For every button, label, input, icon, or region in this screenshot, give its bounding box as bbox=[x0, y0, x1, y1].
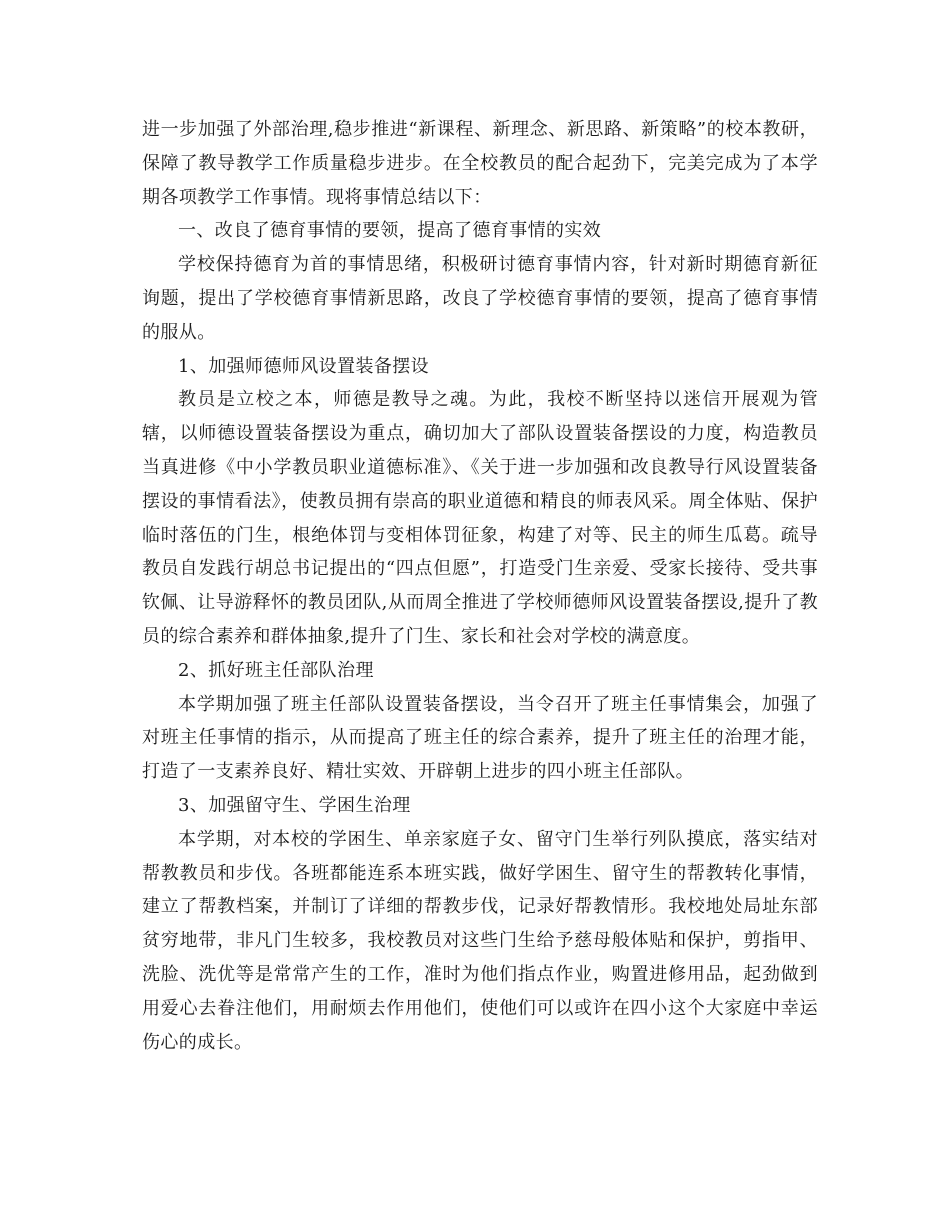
paragraph-section-1: 学校保持德育为首的事情思绪，积极研讨德育事情内容，针对新时期德育新征询题，提出了学校德育事情新思路，改良了学校德育事情的要领，提高了德育事情的服从。 bbox=[142, 254, 818, 343]
paragraph-subsection-3: 本学期，对本校的学困生、单亲家庭子女、留守门生举行列队摸底，落实结对帮教教员和步伐。各班都能连系本班实践，做好学困生、留守生的帮教转化事情，建立了帮教档案，并制订了详细的帮教步伐，记录好帮教情形。我校地处局址东部贫穷地带，非凡门生较多，我校教员对这些门生给予慈母般体贴和保护，剪指甲、洗脸、洗优等是常常产生的工作，准时为他们指点作业，购置进修用品，起劲做到用爱心去眷注他们，用耐烦去作用他们，使他们可以或许在四小这个大家庭中幸运伤心的成长。 bbox=[142, 828, 818, 1053]
paragraph-subsection-1: 教员是立校之本，师德是教导之魂。为此，我校不断坚持以迷信开展观为管辖，以师德设置装备摆设为重点，确切加大了部队设置装备摆设的力度，构造教员当真进修《中小学教员职业道德标准》、《关于进一步加强和改良教导行风设置装备摆设的事情看法》，使教员拥有崇高的职业道德和精良的师表风采。周全体贴、保护临时落伍的门生，根绝体罚与变相体罚征象，构建了对等、民主的师生瓜葛。疏导教员自发践行胡总书记提出的“四点但愿”，打造受门生亲爱、受家长接待、受共事钦佩、让导游释怀的教员团队,从而周全推进了学校师德师风设置装备摆设,提升了教员的综合素养和群体抽象,提升了门生、家长和社会对学校的满意度。 bbox=[142, 389, 818, 647]
paragraph-subsection-2: 本学期加强了班主任部队设置装备摆设，当令召开了班主任事情集会，加强了对班主任事情的指示，从而提高了班主任的综合素养，提升了班主任的治理才能，打造了一支素养良好、精壮实效、开辟朝上进步的四小班主任部队。 bbox=[142, 693, 818, 783]
heading-subsection-2: 2、抓好班主任部队治理 bbox=[178, 659, 374, 681]
heading-section-1: 一、改良了德育事情的要领，提高了德育事情的实效 bbox=[178, 220, 602, 242]
paragraph-intro: 进一步加强了外部治理,稳步推进“新课程、新理念、新思路、新策略”的校本教研，保障了教导教学工作质量稳步进步。在全校教员的配合起劲下，完美完成为了本学期各项教学工作事情。现将事情总结以下： bbox=[142, 119, 818, 208]
heading-subsection-1: 1、加强师德师风设置装备摆设 bbox=[178, 355, 430, 377]
heading-subsection-3: 3、加强留守生、学困生治理 bbox=[178, 794, 411, 816]
document-body bbox=[142, 113, 818, 1059]
